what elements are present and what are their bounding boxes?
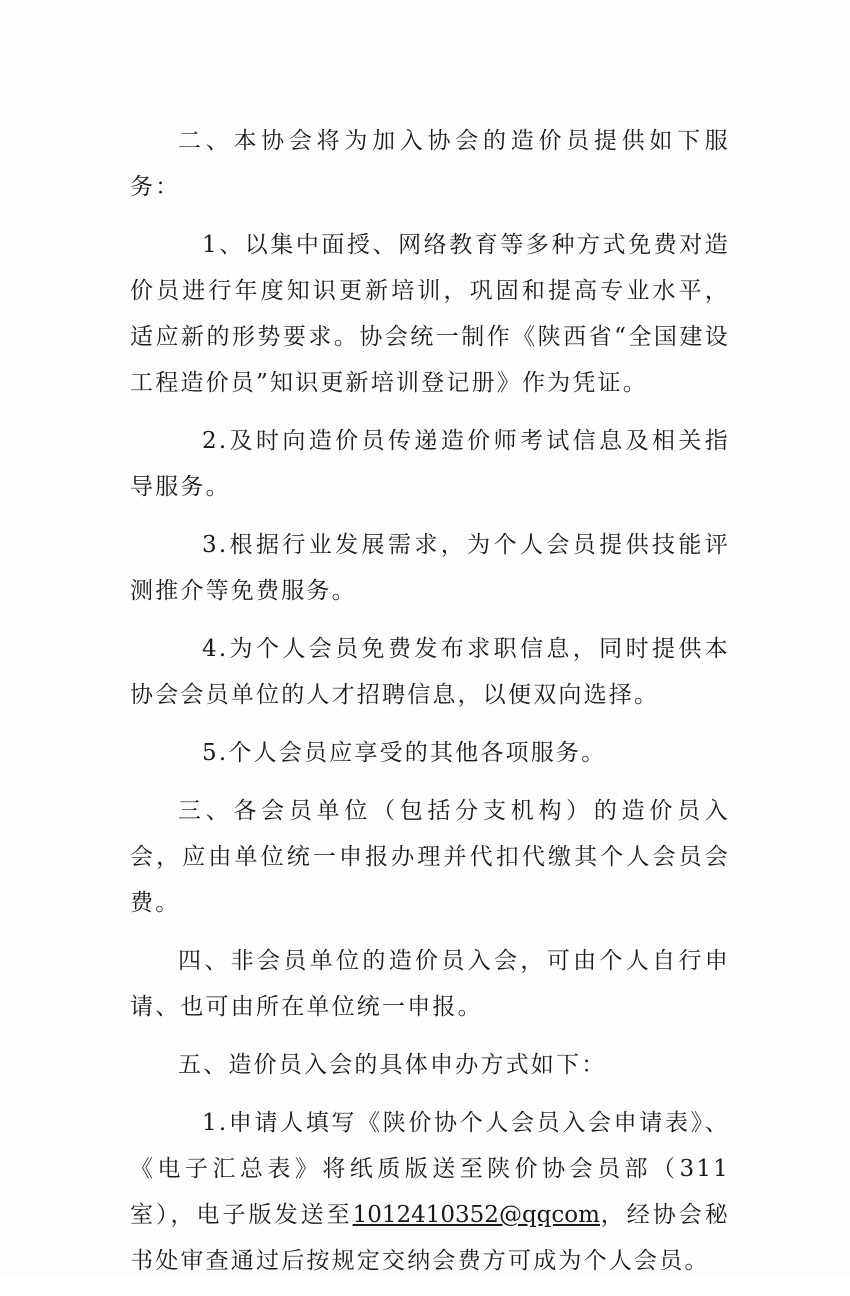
service-item-2: 2.及时向造价员传递造价师考试信息及相关指导服务。 bbox=[130, 428, 730, 500]
service-item-1: 1、以集中面授、网络教育等多种方式免费对造价员进行年度知识更新培训，巩固和提高专业水平，适应新的形势要求。协会统一制作《陕西省“全国建设工程造价员”知识更新培训登记册》作为凭证。 bbox=[130, 232, 730, 396]
section-heading-3: 三、各会员单位（包括分支机构）的造价员入会，应由单位统一申报办理并代扣代缴其个人会员会费。 bbox=[130, 798, 730, 916]
service-item-3: 3.根据行业发展需求，为个人会员提供技能评测推介等免费服务。 bbox=[130, 532, 730, 604]
section-heading-4: 四、非会员单位的造价员入会，可由个人自行申请、也可由所在单位统一申报。 bbox=[130, 948, 730, 1020]
service-item-4: 4.为个人会员免费发布求职信息，同时提供本协会会员单位的人才招聘信息，以便双向选择。 bbox=[130, 636, 730, 708]
document-body bbox=[130, 118, 730, 1296]
email-link[interactable]: 1012410352@qqcom bbox=[352, 1202, 600, 1228]
section-heading-5: 五、造价员入会的具体申办方式如下： bbox=[178, 1052, 607, 1078]
application-text-after: ，经协会秘书处审查通过后按规定交纳会费方可成为个人会员。 bbox=[130, 1202, 730, 1274]
section-heading-2: 二、本协会将为加入协会的造价员提供如下服务： bbox=[130, 128, 730, 200]
application-item-1 bbox=[130, 1100, 730, 1284]
application-text-before: 1.申请人填写《陕价协个人会员入会申请表》、《电子汇总表》将纸质版送至陕价协会员部（311室），电子版发送至 bbox=[130, 1110, 730, 1228]
service-item-5: 5.个人会员应享受的其他各项服务。 bbox=[202, 740, 607, 766]
